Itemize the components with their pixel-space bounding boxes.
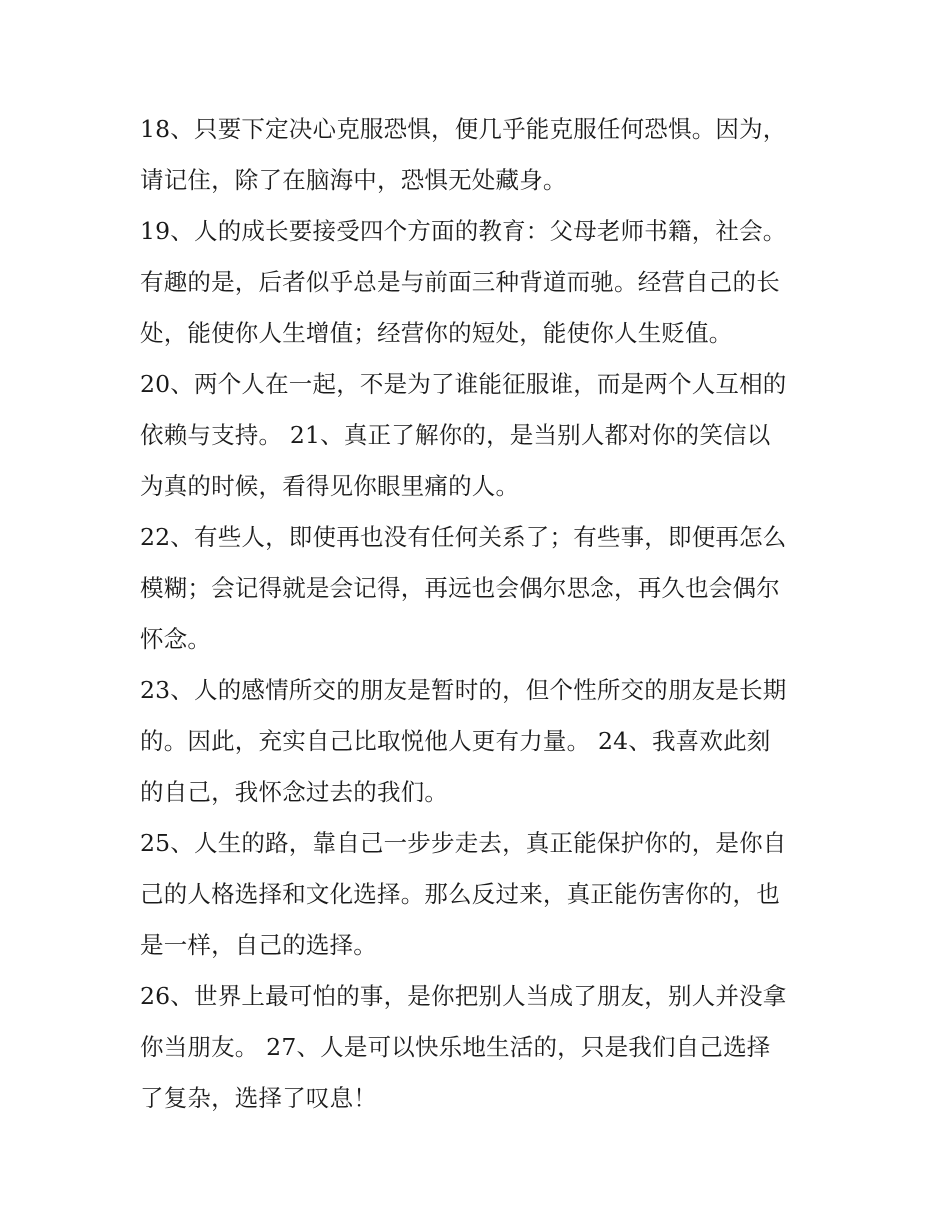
text-line-7: 依赖与支持。 21、真正了解你的，是当别人都对你的笑信以 <box>140 421 771 449</box>
text-line-4: 有趣的是，后者似乎总是与前面三种背道而驰。经营自己的长 <box>140 268 780 296</box>
text-line-11: 怀念。 <box>140 625 212 653</box>
text-line-17: 是一样，自己的选择。 <box>140 931 377 959</box>
text-line-20: 了复杂，选择了叹息！ <box>140 1084 377 1112</box>
text-line-19: 你当朋友。 27、人是可以快乐地生活的，只是我们自己选择 <box>140 1033 771 1061</box>
text-line-5: 处，能使你人生增值；经营你的短处，能使你人生贬值。 <box>140 319 733 347</box>
text-line-18: 26、世界上最可怕的事，是你把别人当成了朋友，别人并没拿 <box>140 982 787 1010</box>
text-line-3: 19、人的成长要接受四个方面的教育：父母老师书籍，社会。 <box>140 217 787 245</box>
text-line-9: 22、有些人，即使再也没有任何关系了；有些事，即便再怎么 <box>140 523 787 551</box>
text-line-16: 己的人格选择和文化选择。那么反过来，真正能伤害你的，也 <box>140 880 780 908</box>
text-line-12: 23、人的感情所交的朋友是暂时的，但个性所交的朋友是长期 <box>140 676 787 704</box>
text-line-2: 请记住，除了在脑海中，恐惧无处藏身。 <box>140 166 567 194</box>
text-line-8: 为真的时候，看得见你眼里痛的人。 <box>140 472 520 500</box>
text-line-1: 18、只要下定决心克服恐惧，便几乎能克服任何恐惧。因为， <box>140 115 787 143</box>
text-line-15: 25、人生的路，靠自己一步步走去，真正能保护你的，是你自 <box>140 829 787 857</box>
text-line-13: 的。因此，充实自己比取悦他人更有力量。 24、我喜欢此刻 <box>140 727 771 755</box>
text-line-10: 模糊；会记得就是会记得，再远也会偶尔思念，再久也会偶尔 <box>140 574 780 602</box>
document-body <box>140 104 820 1124</box>
text-line-14: 的自己，我怀念过去的我们。 <box>140 778 449 806</box>
text-line-6: 20、两个人在一起，不是为了谁能征服谁，而是两个人互相的 <box>140 370 787 398</box>
